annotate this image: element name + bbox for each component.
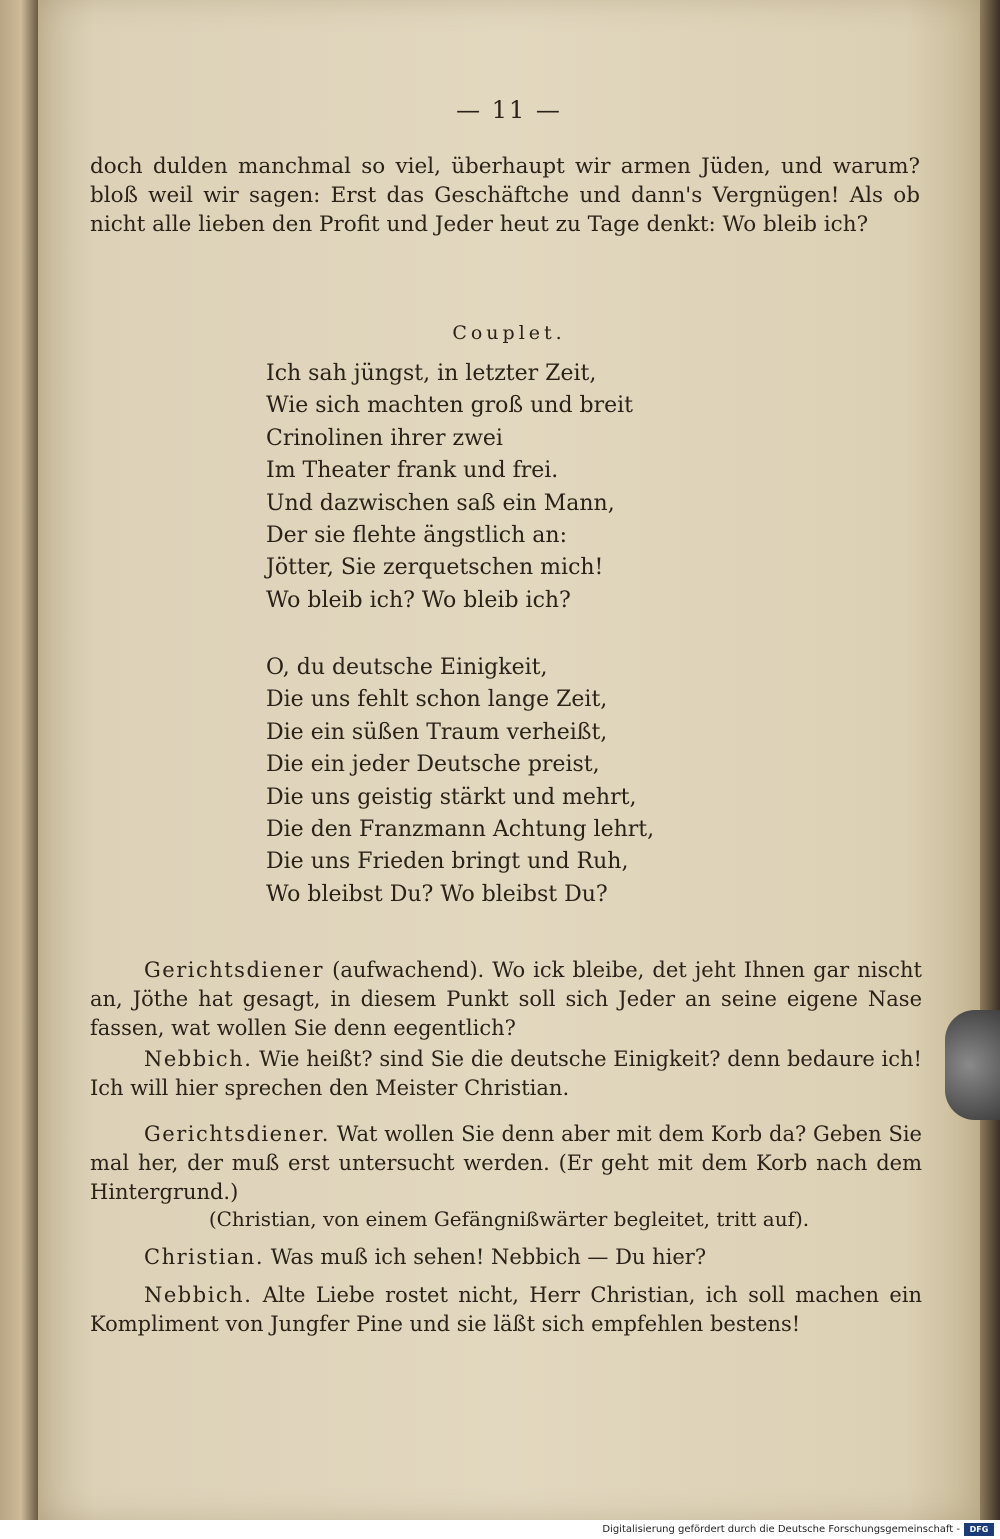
verse-line: Jötter, Sie zerquetschen mich! xyxy=(266,555,604,581)
page-number: — 11 — xyxy=(456,96,562,124)
speaker-name: Nebbich. xyxy=(144,1283,253,1307)
intro-paragraph: doch dulden manchmal so viel, überhaupt wir armen Jüden, und warum? bloß weil wir sagen: Erst das Geschäftche und dann's Vergnügen! Als ob nicht alle lieben den Profit und Jeder heut zu Tage denkt: Wo bleib ich? xyxy=(90,154,920,237)
verse-line: Crinolinen ihrer zwei xyxy=(266,425,503,451)
verse-line: Wie sich machten groß und breit xyxy=(266,393,634,419)
right-book-edge xyxy=(980,0,1000,1520)
dialogue-text: Wie heißt? sind Sie die deutsche Einigkeit? denn bedaure ich! Ich will hier sprechen den Meister Christian. xyxy=(90,1047,922,1100)
dialogue-text: Wat wollen Sie denn aber mit dem Korb da? Geben Sie mal her, der muß erst untersucht werden. (Er geht mit dem Korb nach dem Hintergrund.) xyxy=(90,1122,922,1204)
verse-line: Die ein jeder Deutsche preist, xyxy=(266,752,600,778)
verse-line: Die ein süßen Traum verheißt, xyxy=(266,719,608,745)
verse-line: Wo bleibst Du? Wo bleibst Du? xyxy=(266,881,608,907)
dialogue-text: Was muß ich sehen! Nebbich — Du hier? xyxy=(270,1245,707,1269)
verse-stanza-1 xyxy=(266,358,633,617)
speaker-name: Gerichtsdiener xyxy=(144,958,325,982)
verse-line: Die uns fehlt schon lange Zeit, xyxy=(266,687,608,713)
thumb-index-tab xyxy=(945,1010,1000,1120)
dialogue-line xyxy=(90,1243,922,1272)
verse-line: Ich sah jüngst, in letzter Zeit, xyxy=(266,361,597,386)
left-page-edge xyxy=(0,0,38,1539)
verse-line: Die den Franzmann Achtung lehrt, xyxy=(266,817,655,843)
verse-line: Der sie flehte ängstlich an: xyxy=(266,523,567,549)
verse-stanza-2 xyxy=(266,652,654,911)
dialogue-line xyxy=(90,1281,922,1339)
verse-line: Die uns Frieden bringt und Ruh, xyxy=(266,849,629,875)
verse-line: Im Theater frank und frei. xyxy=(266,458,559,484)
stage-direction: (Christian, von einem Gefängnißwärter begleitet, tritt auf). xyxy=(208,1207,810,1231)
dfg-logo-icon: DFG xyxy=(964,1523,994,1536)
book-page xyxy=(38,0,980,1520)
funding-credit: Digitalisierung gefördert durch die Deutsche Forschungsgemeinschaft - xyxy=(602,1524,960,1535)
dialogue-line xyxy=(90,1120,922,1207)
speaker-name: Nebbich. xyxy=(144,1047,253,1071)
dialogue-line xyxy=(90,956,922,1043)
dialogue-text: Alte Liebe rostet nicht, Herr Christian, ich soll machen ein Kompliment von Jungfer Pine und sie läßt sich empfehlen bestens! xyxy=(90,1283,922,1336)
speaker-name: Christian. xyxy=(144,1245,264,1269)
verse-line: Wo bleib ich? Wo bleib ich? xyxy=(266,587,571,613)
dialogue-text: Wo ick bleibe, det jeht Ihnen gar nischt an, Jöthe hat gesagt, in diesem Punkt soll sich Jeder an seine eigene Nase fassen, wat wollen Sie denn eegentlich? xyxy=(90,958,922,1040)
dialogue-line xyxy=(90,1045,922,1103)
verse-line: Die uns geistig stärkt und mehrt, xyxy=(266,784,637,810)
speaker-name: Gerichtsdiener. xyxy=(144,1122,330,1146)
verse-line: O, du deutsche Einigkeit, xyxy=(266,655,548,680)
stage-direction-inline: (aufwachend). xyxy=(332,958,485,982)
verse-line: Und dazwischen saß ein Mann, xyxy=(266,490,615,516)
couplet-heading: Couplet. xyxy=(452,322,566,344)
